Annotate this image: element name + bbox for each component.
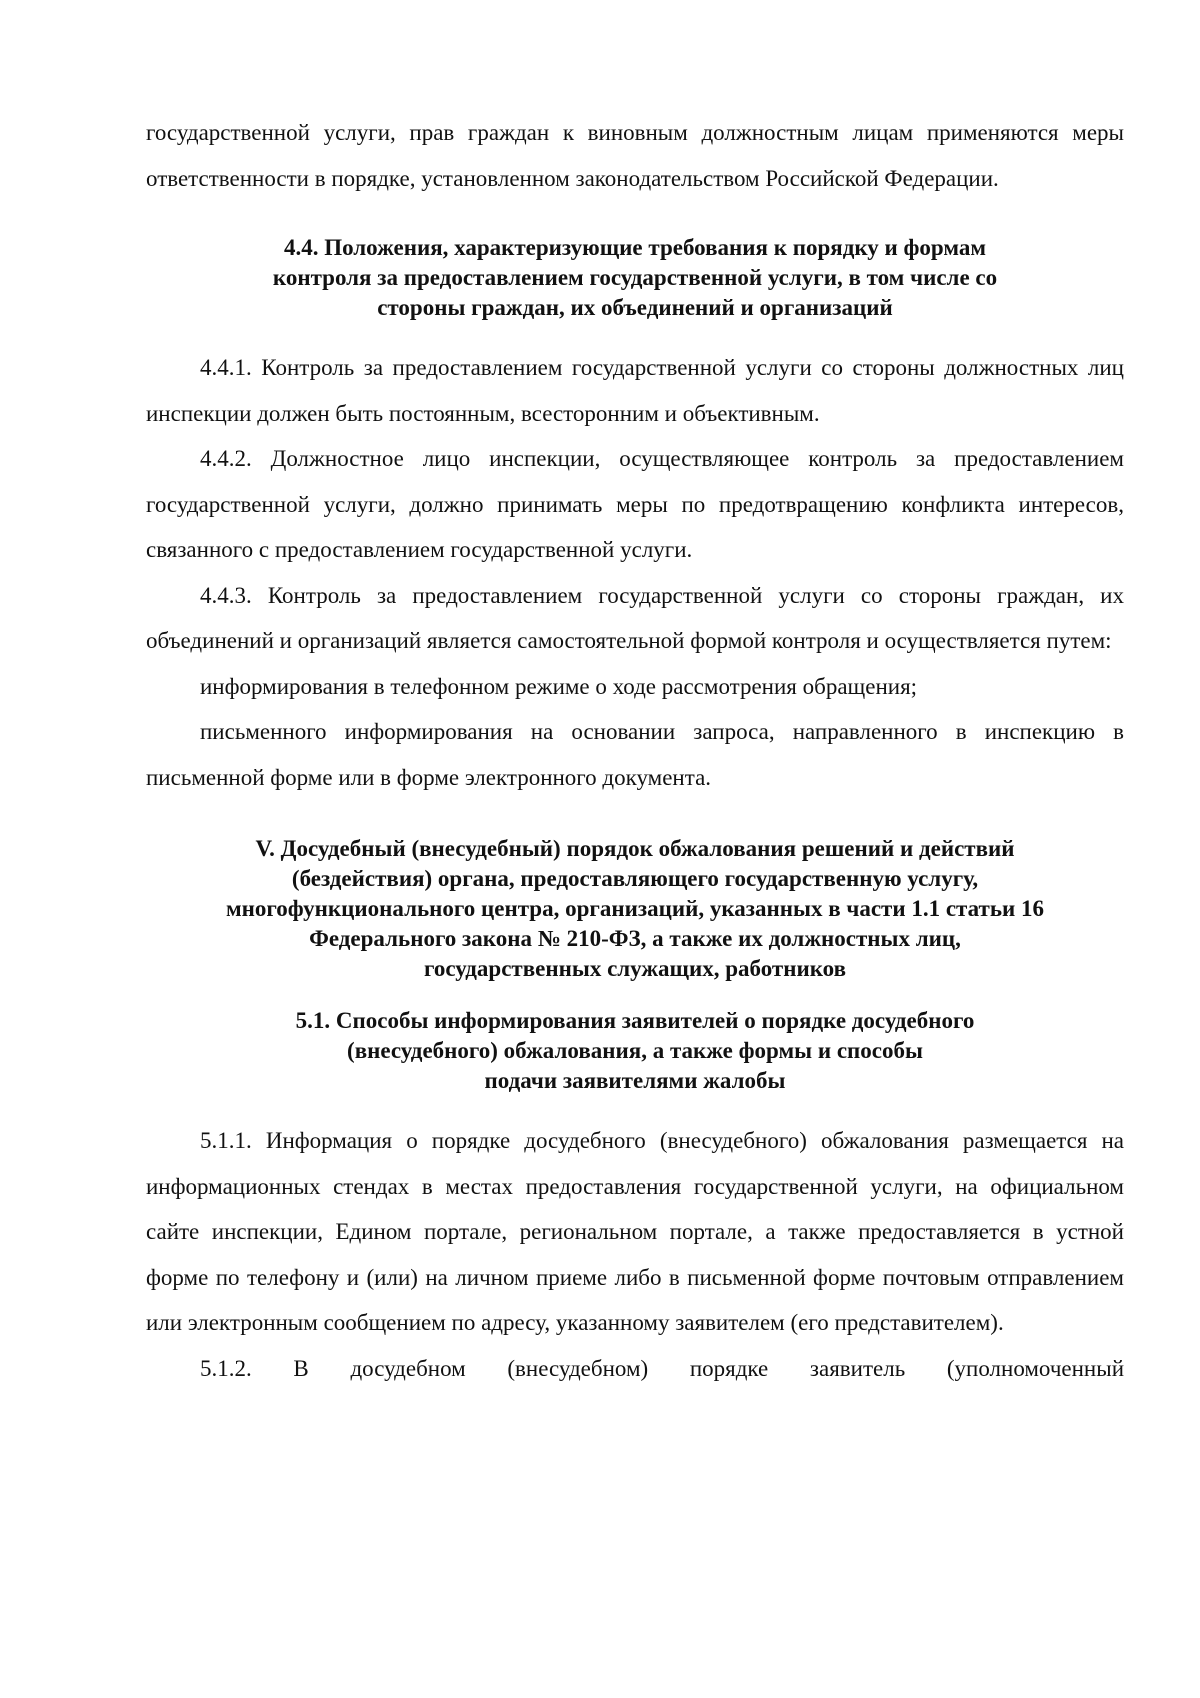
heading-line: контроля за предоставлением государственной услуги, в том числе со — [272, 265, 998, 290]
heading-line: Федерального закона № 210-ФЗ, а также их должностных лиц, — [309, 926, 961, 951]
list-item-phone: информирования в телефонном режиме о ходе рассмотрения обращения; — [200, 673, 918, 699]
paragraph-4-4-1: 4.4.1. Контроль за предоставлением государственной услуги со стороны должностных лиц инспекции должен быть постоянным, всесторонним и объективным. — [146, 355, 1124, 426]
paragraph-5-1-1: 5.1.1. Информация о порядке досудебного (внесудебного) обжалования размещается на информационных стендах в местах предоставления государственной услуги, на официальном сайте инспекции, Едином портале, региональном портале, а также предоставляется в устной форме по телефону и (или) на личном приеме либо в письменной форме почтовым отправлением или электронным сообщением по адресу, указанному заявителем (его представителем). — [146, 1128, 1124, 1335]
intro-paragraph: государственной услуги, прав граждан к виновным должностным лицам применяются меры ответственности в порядке, установленном законодательством Российской Федерации. — [146, 120, 1124, 191]
heading-line: V. Досудебный (внесудебный) порядок обжалования решений и действий — [255, 836, 1015, 861]
section-5-1-heading — [146, 1006, 1124, 1096]
paragraph-4-4-2: 4.4.2. Должностное лицо инспекции, осуществляющее контроль за предоставлением государственной услуги, должно принимать меры по предотвращению конфликта интересов, связанного с предоставлением государственной услуги. — [146, 446, 1124, 562]
heading-line: (внесудебного) обжалования, а также формы и способы — [347, 1038, 923, 1063]
heading-line: государственных служащих, работников — [423, 956, 847, 981]
heading-line: 4.4. Положения, характеризующие требования к порядку и формам — [283, 235, 987, 260]
list-item-written: письменного информирования на основании запроса, направленного в инспекцию в письменной форме или в форме электронного документа. — [146, 719, 1124, 790]
section-v-heading — [146, 834, 1124, 984]
heading-line: стороны граждан, их объединений и организаций — [377, 295, 893, 320]
document-page — [146, 110, 1124, 1391]
paragraph-5-1-2: 5.1.2. В досудебном (внесудебном) порядке заявитель (уполномоченный — [200, 1355, 1124, 1381]
heading-line: подачи заявителями жалобы — [484, 1068, 786, 1093]
heading-line: многофункционального центра, организаций, указанных в части 1.1 статьи 16 — [225, 896, 1045, 921]
heading-line: (бездействия) органа, предоставляющего государственную услугу, — [291, 866, 979, 891]
section-4-4-heading — [146, 233, 1124, 323]
paragraph-4-4-3: 4.4.3. Контроль за предоставлением государственной услуги со стороны граждан, их объединений и организаций является самостоятельной формой контроля и осуществляется путем: — [146, 582, 1124, 653]
heading-line: 5.1. Способы информирования заявителей о порядке досудебного — [295, 1008, 975, 1033]
